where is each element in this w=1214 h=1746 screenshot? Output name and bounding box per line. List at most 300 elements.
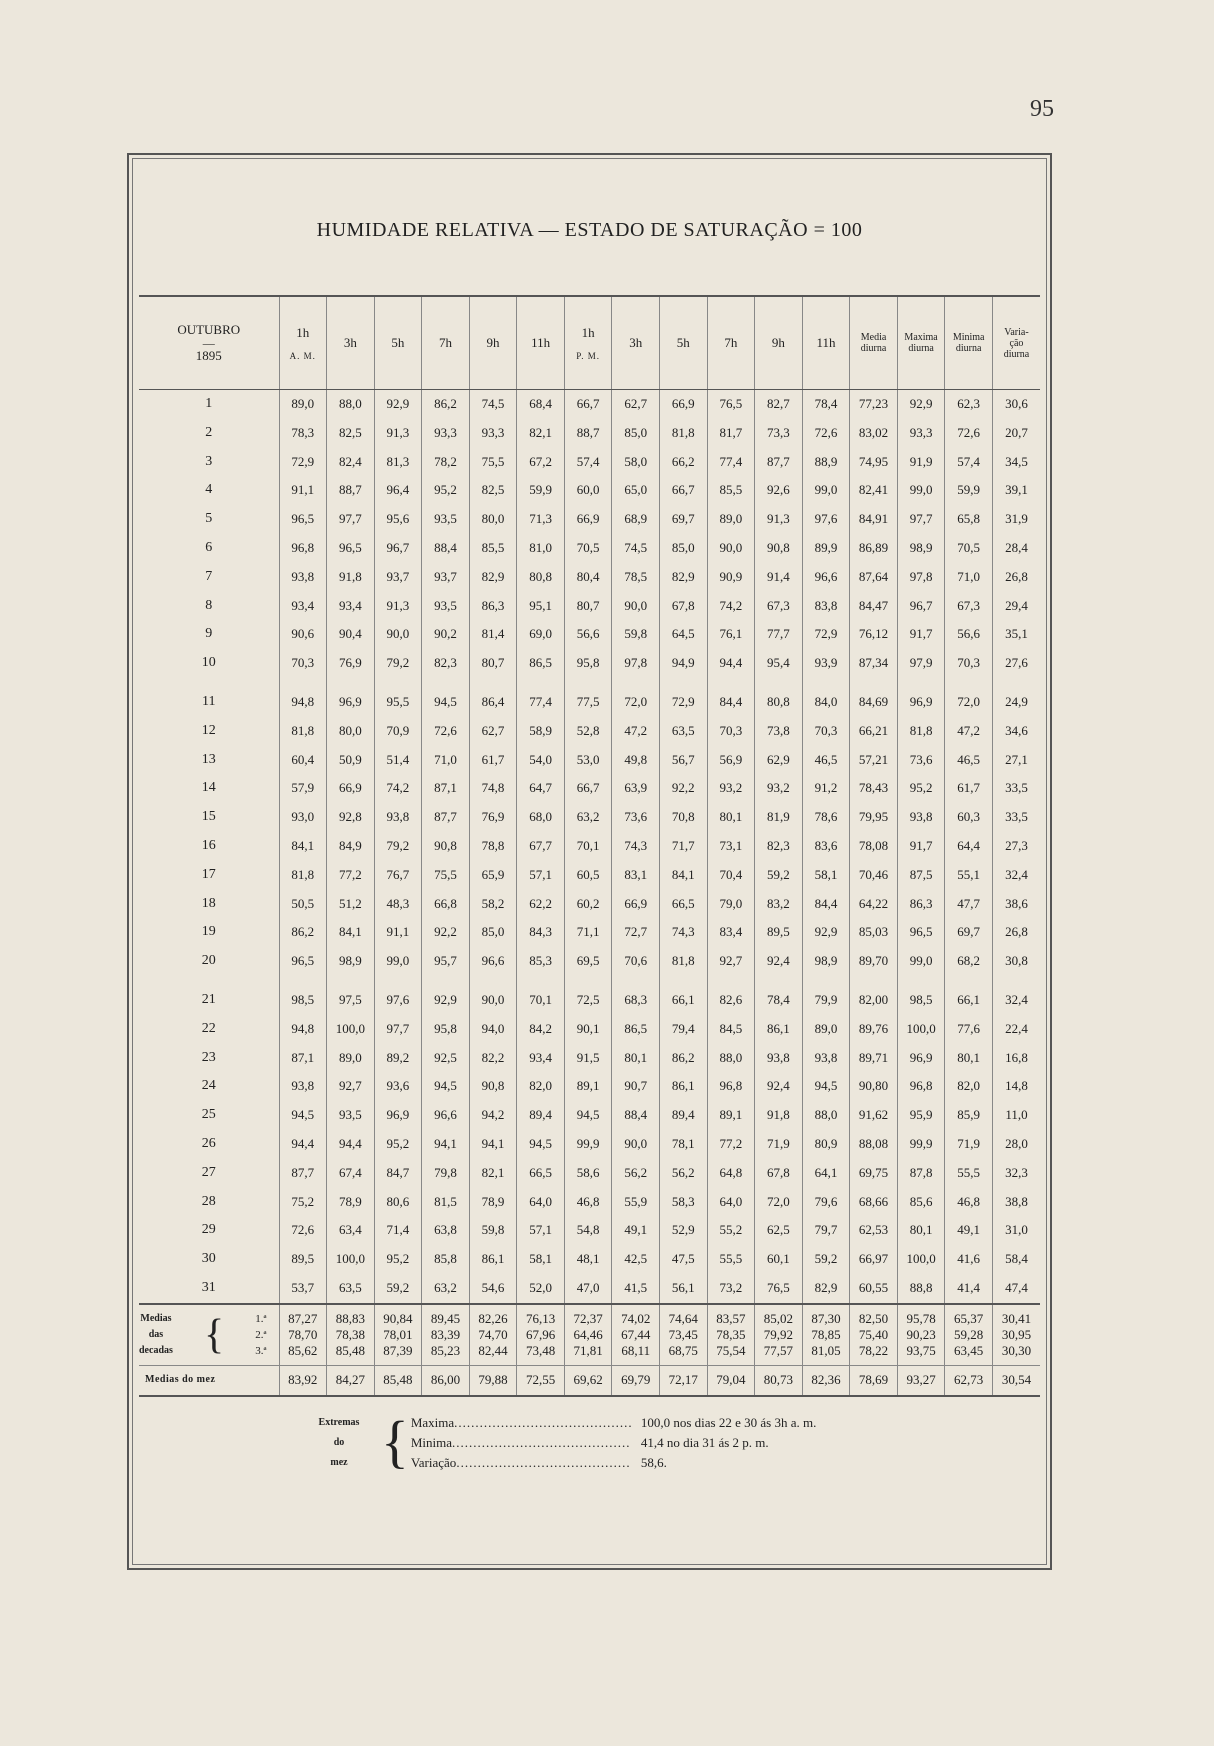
value-cell: 82,9	[469, 563, 517, 592]
month-mean-cell: 69,79	[612, 1365, 660, 1395]
value-cell: 82,1	[517, 419, 565, 448]
decade-value-cell: 82,50 75,40 78,22	[850, 1304, 898, 1366]
value-cell: 91,3	[374, 419, 422, 448]
value-cell: 90,8	[422, 832, 470, 861]
value-cell: 63,5	[660, 717, 708, 746]
value-cell: 94,5	[422, 1072, 470, 1101]
value-cell: 57,4	[564, 448, 612, 477]
value-cell: 86,1	[469, 1245, 517, 1274]
value-cell: 22,4	[992, 1015, 1040, 1044]
value-cell: 60,5	[564, 861, 612, 890]
day-cell: 21	[201, 991, 216, 1007]
value-cell: 83,4	[707, 918, 755, 947]
value-cell: 27,6	[992, 649, 1040, 678]
value-cell: 27,1	[992, 746, 1040, 775]
extremes-names	[411, 1413, 631, 1473]
value-cell: 97,5	[327, 976, 375, 1015]
value-cell: 67,8	[755, 1159, 803, 1188]
value-cell: 74,3	[612, 832, 660, 861]
value-cell: 84,1	[327, 918, 375, 947]
hour-header-2: 3h	[327, 297, 375, 390]
value-cell: 38,6	[992, 890, 1040, 919]
day-cell: 14	[201, 780, 216, 796]
value-cell: 93,7	[374, 563, 422, 592]
value-cell: 32,3	[992, 1159, 1040, 1188]
value-cell: 91,9	[897, 448, 945, 477]
value-cell: 97,7	[374, 1015, 422, 1044]
value-cell: 94,5	[422, 678, 470, 717]
value-cell: 58,1	[802, 861, 850, 890]
value-cell: 72,0	[612, 678, 660, 717]
value-cell: 89,4	[660, 1101, 708, 1130]
value-cell: 54,0	[517, 746, 565, 775]
value-cell: 71,0	[945, 563, 993, 592]
value-cell: 84,7	[374, 1159, 422, 1188]
value-cell: 72,6	[422, 717, 470, 746]
value-cell: 96,7	[897, 592, 945, 621]
value-cell: 87,1	[279, 1044, 327, 1073]
month-label: OUTUBRO	[177, 322, 241, 337]
value-cell: 73,6	[612, 803, 660, 832]
value-cell: 91,62	[850, 1101, 898, 1130]
value-cell: 91,8	[327, 563, 375, 592]
value-cell: 78,9	[327, 1188, 375, 1217]
value-cell: 83,2	[755, 890, 803, 919]
day-cell: 15	[201, 809, 216, 825]
value-cell: 77,4	[517, 678, 565, 717]
hour-header-9: 5h	[660, 297, 708, 390]
value-cell: 79,2	[374, 649, 422, 678]
value-cell: 76,9	[469, 803, 517, 832]
value-cell: 64,4	[945, 832, 993, 861]
day-cell: 5	[205, 511, 213, 527]
value-cell: 70,8	[660, 803, 708, 832]
value-cell: 92,2	[660, 774, 708, 803]
value-cell: 98,9	[327, 947, 375, 976]
table-row	[139, 918, 1040, 947]
value-cell: 87,34	[850, 649, 898, 678]
month-mean-cell: 84,27	[327, 1365, 375, 1395]
value-cell: 80,1	[897, 1216, 945, 1245]
value-cell: 92,9	[897, 390, 945, 419]
value-cell: 83,6	[802, 832, 850, 861]
value-cell: 90,80	[850, 1072, 898, 1101]
value-cell: 100,0	[327, 1015, 375, 1044]
table-row	[139, 890, 1040, 919]
value-cell: 84,4	[802, 890, 850, 919]
table-row	[139, 390, 1040, 419]
value-cell: 59,8	[612, 620, 660, 649]
value-cell: 76,7	[374, 861, 422, 890]
day-cell: 1	[205, 396, 213, 411]
value-cell: 89,0	[802, 1015, 850, 1044]
value-cell: 80,4	[564, 563, 612, 592]
value-cell: 28,0	[992, 1130, 1040, 1159]
value-cell: 55,5	[945, 1159, 993, 1188]
value-cell: 34,5	[992, 448, 1040, 477]
value-cell: 92,9	[374, 390, 422, 419]
value-cell: 48,1	[564, 1245, 612, 1274]
table-row	[139, 649, 1040, 678]
table-row	[139, 1245, 1040, 1274]
value-cell: 39,1	[992, 476, 1040, 505]
table-row	[139, 803, 1040, 832]
value-cell: 41,4	[945, 1274, 993, 1304]
value-cell: 90,6	[279, 620, 327, 649]
value-cell: 73,2	[707, 1274, 755, 1304]
value-cell: 16,8	[992, 1044, 1040, 1073]
value-cell: 99,9	[897, 1130, 945, 1159]
value-cell: 91,7	[897, 832, 945, 861]
value-cell: 53,0	[564, 746, 612, 775]
value-cell: 83,1	[612, 861, 660, 890]
value-cell: 93,7	[422, 563, 470, 592]
value-cell: 82,0	[517, 1072, 565, 1101]
hour-header-7: 1h P. M.	[564, 297, 612, 390]
value-cell: 91,1	[374, 918, 422, 947]
value-cell: 79,95	[850, 803, 898, 832]
value-cell: 82,5	[469, 476, 517, 505]
extremes-head: Extremas do mez	[318, 1416, 360, 1468]
value-cell: 56,7	[660, 746, 708, 775]
value-cell: 89,0	[279, 390, 327, 419]
value-cell: 70,1	[564, 832, 612, 861]
table-row	[139, 1274, 1040, 1304]
value-cell: 93,5	[327, 1101, 375, 1130]
value-cell: 68,2	[945, 947, 993, 976]
value-cell: 64,8	[707, 1159, 755, 1188]
decade-value-cell: 89,45 83,39 85,23	[422, 1304, 470, 1366]
value-cell: 97,7	[327, 505, 375, 534]
value-cell: 41,5	[612, 1274, 660, 1304]
value-cell: 90,0	[469, 976, 517, 1015]
table-row	[139, 419, 1040, 448]
table-row	[139, 505, 1040, 534]
value-cell: 94,8	[279, 678, 327, 717]
table-row	[139, 717, 1040, 746]
value-cell: 87,7	[755, 448, 803, 477]
value-cell: 72,7	[612, 918, 660, 947]
value-cell: 64,0	[517, 1188, 565, 1217]
value-cell: 93,3	[897, 419, 945, 448]
month-mean-cell: 85,48	[374, 1365, 422, 1395]
value-cell: 76,1	[707, 620, 755, 649]
value-cell: 47,4	[992, 1274, 1040, 1304]
value-cell: 89,5	[755, 918, 803, 947]
value-cell: 78,3	[279, 419, 327, 448]
value-cell: 95,1	[517, 592, 565, 621]
value-cell: 71,7	[660, 832, 708, 861]
value-cell: 93,8	[279, 563, 327, 592]
value-cell: 46,5	[945, 746, 993, 775]
value-cell: 55,5	[707, 1245, 755, 1274]
pm-label: P. M.	[576, 351, 601, 361]
value-cell: 93,5	[422, 592, 470, 621]
value-cell: 82,1	[469, 1159, 517, 1188]
value-cell: 78,43	[850, 774, 898, 803]
value-cell: 78,4	[802, 390, 850, 419]
value-cell: 94,5	[564, 1101, 612, 1130]
value-cell: 61,7	[945, 774, 993, 803]
value-cell: 26,8	[992, 563, 1040, 592]
value-cell: 74,3	[660, 918, 708, 947]
value-cell: 20,7	[992, 419, 1040, 448]
value-cell: 95,2	[374, 1245, 422, 1274]
value-cell: 85,5	[469, 534, 517, 563]
value-cell: 86,3	[469, 592, 517, 621]
month-mean-cell: 30,54	[992, 1365, 1040, 1395]
value-cell: 74,2	[374, 774, 422, 803]
value-cell: 78,6	[802, 803, 850, 832]
value-cell: 85,8	[422, 1245, 470, 1274]
extreme-maxima-label: Maxima .....	[411, 1413, 631, 1433]
value-cell: 98,9	[802, 947, 850, 976]
month-mean-cell: 72,55	[517, 1365, 565, 1395]
value-cell: 93,9	[802, 649, 850, 678]
hour-header-8: 3h	[612, 297, 660, 390]
value-cell: 62,7	[612, 390, 660, 419]
value-cell: 34,6	[992, 717, 1040, 746]
hour-header-11: 9h	[755, 297, 803, 390]
value-cell: 95,2	[422, 476, 470, 505]
value-cell: 81,8	[660, 947, 708, 976]
value-cell: 62,5	[755, 1216, 803, 1245]
decade-value-cell: 87,27 78,70 85,62	[279, 1304, 327, 1366]
decade-value-cell: 87,30 78,85 81,05	[802, 1304, 850, 1366]
table-title: HUMIDADE RELATIVA — ESTADO DE SATURAÇÃO = 100	[139, 165, 1040, 297]
value-cell: 86,2	[660, 1044, 708, 1073]
value-cell: 95,6	[374, 505, 422, 534]
value-cell: 66,7	[564, 774, 612, 803]
value-cell: 87,64	[850, 563, 898, 592]
value-cell: 91,1	[279, 476, 327, 505]
value-cell: 69,0	[517, 620, 565, 649]
value-cell: 93,4	[327, 592, 375, 621]
value-cell: 90,7	[612, 1072, 660, 1101]
value-cell: 98,5	[279, 976, 327, 1015]
value-cell: 94,2	[469, 1101, 517, 1130]
value-cell: 94,0	[469, 1015, 517, 1044]
value-cell: 88,0	[707, 1044, 755, 1073]
month-mean-cell: 69,62	[564, 1365, 612, 1395]
value-cell: 47,7	[945, 890, 993, 919]
value-cell: 97,6	[374, 976, 422, 1015]
value-cell: 26,8	[992, 918, 1040, 947]
value-cell: 60,2	[564, 890, 612, 919]
value-cell: 69,75	[850, 1159, 898, 1188]
value-cell: 99,0	[897, 476, 945, 505]
value-cell: 93,8	[374, 803, 422, 832]
value-cell: 88,4	[612, 1101, 660, 1130]
value-cell: 70,4	[707, 861, 755, 890]
value-cell: 71,3	[517, 505, 565, 534]
value-cell: 92,7	[707, 947, 755, 976]
value-cell: 54,8	[564, 1216, 612, 1245]
value-cell: 96,6	[802, 563, 850, 592]
value-cell: 70,3	[945, 649, 993, 678]
value-cell: 61,7	[469, 746, 517, 775]
value-cell: 11,0	[992, 1101, 1040, 1130]
value-cell: 66,21	[850, 717, 898, 746]
month-mean-cell: 78,69	[850, 1365, 898, 1395]
value-cell: 89,70	[850, 947, 898, 976]
day-cell: 24	[201, 1078, 216, 1094]
value-cell: 71,4	[374, 1216, 422, 1245]
value-cell: 96,4	[374, 476, 422, 505]
month-dash: —	[202, 336, 215, 350]
value-cell: 92,4	[755, 947, 803, 976]
value-cell: 67,7	[517, 832, 565, 861]
table-row	[139, 620, 1040, 649]
value-cell: 60,55	[850, 1274, 898, 1304]
value-cell: 81,4	[469, 620, 517, 649]
value-cell: 89,1	[707, 1101, 755, 1130]
hour-header-12: 11h	[802, 297, 850, 390]
value-cell: 76,5	[707, 390, 755, 419]
value-cell: 76,9	[327, 649, 375, 678]
value-cell: 63,8	[422, 1216, 470, 1245]
value-cell: 66,9	[327, 774, 375, 803]
value-cell: 96,8	[707, 1072, 755, 1101]
value-cell: 80,1	[945, 1044, 993, 1073]
value-cell: 51,2	[327, 890, 375, 919]
day-cell: 10	[201, 655, 216, 671]
value-cell: 66,1	[945, 976, 993, 1015]
value-cell: 91,3	[755, 505, 803, 534]
value-cell: 58,0	[612, 448, 660, 477]
value-cell: 84,0	[802, 678, 850, 717]
value-cell: 85,03	[850, 918, 898, 947]
table-row	[139, 1130, 1040, 1159]
value-cell: 91,5	[564, 1044, 612, 1073]
value-cell: 82,9	[802, 1274, 850, 1304]
value-cell: 56,1	[660, 1274, 708, 1304]
value-cell: 47,2	[612, 717, 660, 746]
day-cell: 3	[205, 453, 213, 469]
value-cell: 96,9	[374, 1101, 422, 1130]
value-cell: 81,7	[707, 419, 755, 448]
value-cell: 92,9	[802, 918, 850, 947]
value-cell: 84,91	[850, 505, 898, 534]
day-cell: 8	[205, 597, 213, 613]
value-cell: 70,1	[517, 976, 565, 1015]
value-cell: 77,23	[850, 390, 898, 419]
value-cell: 100,0	[897, 1245, 945, 1274]
day-cell: 30	[201, 1251, 216, 1267]
day-cell: 25	[201, 1107, 216, 1123]
value-cell: 67,2	[517, 448, 565, 477]
value-cell: 96,6	[469, 947, 517, 976]
value-cell: 80,8	[755, 678, 803, 717]
value-cell: 82,2	[469, 1044, 517, 1073]
value-cell: 96,5	[279, 947, 327, 976]
value-cell: 49,8	[612, 746, 660, 775]
value-cell: 29,4	[992, 592, 1040, 621]
value-cell: 72,6	[802, 419, 850, 448]
value-cell: 59,9	[945, 476, 993, 505]
value-cell: 90,0	[707, 534, 755, 563]
day-cell: 9	[205, 626, 213, 642]
value-cell: 74,95	[850, 448, 898, 477]
value-cell: 52,8	[564, 717, 612, 746]
value-cell: 81,0	[517, 534, 565, 563]
value-cell: 85,0	[469, 918, 517, 947]
table-row	[139, 678, 1040, 717]
value-cell: 57,4	[945, 448, 993, 477]
month-mean-cell: 72,17	[660, 1365, 708, 1395]
month-mean-cell: 83,92	[279, 1365, 327, 1395]
value-cell: 90,0	[374, 620, 422, 649]
value-cell: 96,7	[374, 534, 422, 563]
value-cell: 70,3	[802, 717, 850, 746]
value-cell: 94,4	[707, 649, 755, 678]
value-cell: 47,2	[945, 717, 993, 746]
value-cell: 75,5	[422, 861, 470, 890]
value-cell: 93,4	[517, 1044, 565, 1073]
value-cell: 70,6	[612, 947, 660, 976]
value-cell: 28,4	[992, 534, 1040, 563]
value-cell: 74,2	[707, 592, 755, 621]
day-cell: 23	[201, 1049, 216, 1065]
value-cell: 84,69	[850, 678, 898, 717]
day-cell: 20	[201, 953, 216, 969]
month-mean-row	[139, 1365, 1040, 1395]
value-cell: 82,7	[755, 390, 803, 419]
value-cell: 49,1	[612, 1216, 660, 1245]
day-cell: 11	[202, 693, 216, 709]
value-cell: 96,9	[327, 678, 375, 717]
humidity-table	[139, 297, 1040, 1397]
table-row	[139, 861, 1040, 890]
value-cell: 62,9	[755, 746, 803, 775]
value-cell: 93,6	[374, 1072, 422, 1101]
value-cell: 71,9	[755, 1130, 803, 1159]
value-cell: 74,8	[469, 774, 517, 803]
value-cell: 88,7	[327, 476, 375, 505]
decade-value-cell: 74,02 67,44 68,11	[612, 1304, 660, 1366]
decade-value-cell: 65,37 59,28 63,45	[945, 1304, 993, 1366]
day-cell: 12	[201, 722, 216, 738]
month-mean-label: Medias do mez	[139, 1365, 279, 1395]
hour-header-5: 9h	[469, 297, 517, 390]
value-cell: 96,5	[897, 918, 945, 947]
value-cell: 63,9	[612, 774, 660, 803]
month-mean-cell: 82,36	[802, 1365, 850, 1395]
value-cell: 95,4	[755, 649, 803, 678]
value-cell: 77,6	[945, 1015, 993, 1044]
month-mean-cell: 79,04	[707, 1365, 755, 1395]
value-cell: 64,22	[850, 890, 898, 919]
extreme-variacao-label: Variação .....	[411, 1453, 631, 1473]
value-cell: 84,9	[327, 832, 375, 861]
value-cell: 86,89	[850, 534, 898, 563]
value-cell: 58,2	[469, 890, 517, 919]
value-cell: 97,8	[897, 563, 945, 592]
value-cell: 46,8	[564, 1188, 612, 1217]
value-cell: 59,2	[755, 861, 803, 890]
value-cell: 81,9	[755, 803, 803, 832]
value-cell: 67,3	[945, 592, 993, 621]
hour-header-4: 7h	[422, 297, 470, 390]
value-cell: 62,53	[850, 1216, 898, 1245]
table-row	[139, 1216, 1040, 1245]
value-cell: 90,9	[707, 563, 755, 592]
value-cell: 72,9	[802, 620, 850, 649]
value-cell: 84,1	[279, 832, 327, 861]
maxima-header: Maxima diurna	[897, 297, 945, 390]
value-cell: 80,1	[612, 1044, 660, 1073]
value-cell: 85,9	[945, 1101, 993, 1130]
